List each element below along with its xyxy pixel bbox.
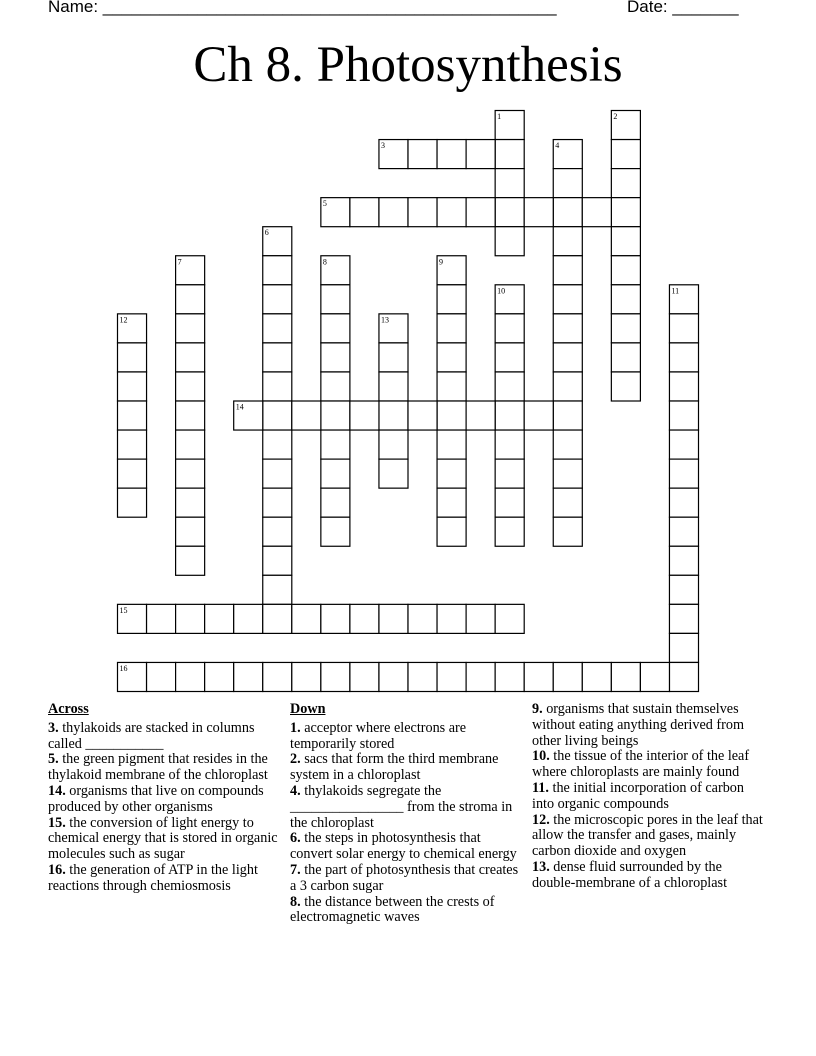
crossword-cell[interactable]: [495, 401, 524, 430]
crossword-cell[interactable]: [379, 343, 408, 372]
crossword-cell[interactable]: [321, 662, 350, 691]
crossword-cell[interactable]: [176, 343, 205, 372]
crossword-cell[interactable]: [669, 546, 698, 575]
cell-number: 14: [235, 402, 244, 412]
clue-item: [290, 721, 526, 753]
crossword-cell[interactable]: [321, 343, 350, 372]
crossword-cell[interactable]: [263, 604, 292, 633]
clue-text: the tissue of the interior of the leaf where chloroplasts are mainly found: [532, 748, 750, 781]
crossword-cell[interactable]: [495, 430, 524, 459]
clue-item: [290, 831, 526, 863]
crossword-cell[interactable]: [437, 430, 466, 459]
crossword-cell[interactable]: [524, 662, 553, 691]
crossword-cell[interactable]: [437, 459, 466, 488]
crossword-cell[interactable]: [437, 517, 466, 546]
crossword-cell[interactable]: [176, 546, 205, 575]
crossword-cell[interactable]: [437, 314, 466, 343]
cell-number: 6: [264, 228, 269, 238]
crossword-cell[interactable]: [669, 314, 698, 343]
clue-number: 5.: [48, 751, 59, 768]
crossword-cell[interactable]: [118, 401, 147, 430]
clue-text: the green pigment that resides in the thylakoid membrane of the chloroplast: [48, 751, 268, 784]
crossword-cell[interactable]: [321, 314, 350, 343]
clue-number: 14.: [48, 782, 66, 799]
crossword-cell[interactable]: [611, 227, 640, 256]
crossword-cell[interactable]: [176, 459, 205, 488]
clue-item: [290, 784, 526, 831]
crossword-cell[interactable]: [466, 140, 495, 169]
crossword-cell[interactable]: [553, 256, 582, 285]
crossword-cell[interactable]: [263, 488, 292, 517]
clue-text: the distance between the crests of electromagnetic waves: [290, 893, 495, 926]
crossword-cell[interactable]: [263, 459, 292, 488]
crossword-cell[interactable]: [234, 662, 263, 691]
page-title: Ch 8. Photosynthesis: [193, 37, 623, 93]
crossword-cell[interactable]: [263, 343, 292, 372]
clue-text: organisms that live on compounds produced by other organisms: [48, 782, 264, 815]
crossword-cell[interactable]: [321, 372, 350, 401]
crossword-cell[interactable]: [495, 459, 524, 488]
crossword-cell[interactable]: [379, 459, 408, 488]
crossword-cell[interactable]: [669, 662, 698, 691]
crossword-cell[interactable]: [292, 401, 321, 430]
clue-text: thylakoids are stacked in columns called ___________: [48, 719, 255, 752]
clue-number: 11.: [532, 779, 549, 796]
clue-number: 16.: [48, 861, 66, 878]
crossword-cell[interactable]: [437, 343, 466, 372]
crossword-cell[interactable]: [408, 401, 437, 430]
clue-text: the conversion of light energy to chemical energy that is stored in organic molecules such as sugar: [48, 814, 278, 863]
crossword-cell[interactable]: [611, 256, 640, 285]
crossword-cell[interactable]: [263, 662, 292, 691]
crossword-cell[interactable]: [669, 517, 698, 546]
down-clue-list: [290, 721, 526, 926]
clue-number: 7.: [290, 861, 301, 878]
crossword-cell[interactable]: [611, 314, 640, 343]
crossword-cell[interactable]: [292, 662, 321, 691]
clue-number: 3.: [48, 719, 59, 736]
crossword-cell[interactable]: [379, 372, 408, 401]
crossword-cell[interactable]: [350, 662, 379, 691]
crossword-cell[interactable]: [263, 285, 292, 314]
crossword-cell[interactable]: [495, 604, 524, 633]
crossword-cell[interactable]: [611, 343, 640, 372]
crossword-cell[interactable]: [524, 401, 553, 430]
crossword-cell[interactable]: [611, 285, 640, 314]
crossword-cell[interactable]: [553, 401, 582, 430]
crossword-cell[interactable]: [263, 517, 292, 546]
crossword-cell[interactable]: [582, 662, 611, 691]
clue-text: the part of photosynthesis that creates a 3 carbon sugar: [290, 861, 519, 894]
crossword-cell[interactable]: [553, 430, 582, 459]
crossword-cell[interactable]: [263, 314, 292, 343]
crossword-cell[interactable]: [669, 372, 698, 401]
crossword-cell[interactable]: [553, 488, 582, 517]
across-clues-column: [48, 702, 278, 895]
cell-number: 15: [119, 605, 128, 615]
crossword-cell[interactable]: [611, 372, 640, 401]
clue-item: [48, 816, 278, 863]
crossword-cell[interactable]: [379, 198, 408, 227]
crossword-cell[interactable]: [118, 430, 147, 459]
crossword-cell[interactable]: [553, 227, 582, 256]
clue-text: acceptor where electrons are temporarily stored: [290, 719, 467, 752]
crossword-cell[interactable]: [176, 314, 205, 343]
crossword-cell[interactable]: [176, 662, 205, 691]
crossword-cell[interactable]: [176, 430, 205, 459]
crossword-cell[interactable]: [321, 459, 350, 488]
crossword-cell[interactable]: [379, 430, 408, 459]
down-heading: Down: [290, 701, 326, 717]
crossword-cell[interactable]: [495, 372, 524, 401]
crossword-cell[interactable]: [234, 604, 263, 633]
crossword-cell[interactable]: [263, 430, 292, 459]
crossword-cell[interactable]: [118, 343, 147, 372]
cell-number: 10: [497, 286, 506, 296]
crossword-cell[interactable]: [582, 198, 611, 227]
crossword-cell[interactable]: [408, 604, 437, 633]
crossword-cell[interactable]: [466, 401, 495, 430]
crossword-cell[interactable]: [379, 401, 408, 430]
clue-item: [48, 721, 278, 753]
crossword-cell[interactable]: [553, 169, 582, 198]
crossword-cell[interactable]: [553, 198, 582, 227]
crossword-cell[interactable]: [205, 662, 234, 691]
crossword-cell[interactable]: [176, 401, 205, 430]
cell-number: 12: [119, 315, 128, 325]
crossword-cell[interactable]: [466, 198, 495, 227]
crossword-cell[interactable]: [669, 633, 698, 662]
crossword-cell[interactable]: [263, 372, 292, 401]
crossword-cell[interactable]: [205, 604, 234, 633]
clue-text: dense fluid surrounded by the double-membrane of a chloroplast: [532, 858, 728, 891]
crossword-cell[interactable]: [147, 662, 176, 691]
crossword-cell[interactable]: [263, 575, 292, 604]
crossword-cell[interactable]: [263, 546, 292, 575]
crossword-cell[interactable]: [495, 517, 524, 546]
cell-number: 1: [497, 112, 502, 121]
clue-item: [290, 752, 526, 784]
crossword-cell[interactable]: [408, 198, 437, 227]
crossword-cell[interactable]: [669, 604, 698, 633]
cell-number: 8: [322, 257, 327, 267]
crossword-cell[interactable]: [553, 517, 582, 546]
crossword-cell[interactable]: [350, 401, 379, 430]
crossword-cell[interactable]: [437, 285, 466, 314]
crossword-cell[interactable]: [611, 169, 640, 198]
clue-item: [532, 749, 768, 781]
cell-number: 2: [613, 112, 618, 121]
clue-text: the initial incorporation of carbon into organic compounds: [532, 779, 744, 812]
clue-item: [532, 781, 768, 813]
clue-item: [48, 784, 278, 816]
crossword-cell[interactable]: [437, 604, 466, 633]
crossword-cell[interactable]: [350, 198, 379, 227]
crossword-cell[interactable]: [553, 285, 582, 314]
crossword-cell[interactable]: [495, 488, 524, 517]
crossword-cell[interactable]: [553, 662, 582, 691]
crossword-cell[interactable]: [176, 372, 205, 401]
clue-text: organisms that sustain themselves without eating anything derived from other living beings: [532, 701, 744, 749]
clue-number: 9.: [532, 701, 543, 717]
crossword-cell[interactable]: [611, 198, 640, 227]
clue-item: [48, 752, 278, 784]
crossword-cell[interactable]: [437, 401, 466, 430]
crossword-cell[interactable]: [466, 662, 495, 691]
across-heading: Across: [48, 701, 89, 717]
crossword-cell[interactable]: [495, 662, 524, 691]
crossword-cell[interactable]: [611, 662, 640, 691]
crossword-cell[interactable]: [669, 430, 698, 459]
clue-item: [48, 863, 278, 895]
crossword-cell[interactable]: [350, 604, 379, 633]
cell-number: 4: [555, 141, 560, 151]
clue-text: the microscopic pores in the leaf that allow the transfer and gases, mainly carbon dioxide and oxygen: [532, 811, 763, 860]
crossword-cell[interactable]: [495, 140, 524, 169]
cell-number: 11: [671, 286, 680, 296]
crossword-cell[interactable]: [263, 401, 292, 430]
crossword-cell[interactable]: [321, 430, 350, 459]
clue-number: 4.: [290, 782, 301, 799]
clue-item: [290, 895, 526, 927]
crossword-cell[interactable]: [321, 517, 350, 546]
crossword-cell[interactable]: [176, 517, 205, 546]
crossword-cell[interactable]: [611, 140, 640, 169]
crossword-cell[interactable]: [466, 604, 495, 633]
clue-number: 15.: [48, 814, 66, 831]
crossword-cell[interactable]: [408, 140, 437, 169]
clue-item: [532, 813, 768, 860]
clue-number: 12.: [532, 811, 550, 828]
clue-item: [532, 860, 768, 892]
crossword-cell[interactable]: [669, 488, 698, 517]
crossword-cell[interactable]: [495, 343, 524, 372]
cell-number: 13: [380, 315, 389, 325]
down-clues-column: [290, 702, 526, 926]
crossword-cell[interactable]: [495, 227, 524, 256]
down-clues-column-continued: [532, 702, 768, 892]
clue-item: [290, 863, 526, 895]
crossword-cell[interactable]: [553, 314, 582, 343]
clue-number: 6.: [290, 830, 301, 847]
crossword-cell[interactable]: [292, 604, 321, 633]
cell-number: 9: [439, 257, 444, 267]
clue-number: 10.: [532, 748, 550, 765]
crossword-cell[interactable]: [437, 372, 466, 401]
cell-number: 16: [119, 663, 128, 673]
crossword-cell[interactable]: [408, 662, 437, 691]
crossword-cell[interactable]: [669, 401, 698, 430]
crossword-cell[interactable]: [379, 604, 408, 633]
crossword-cell[interactable]: [379, 662, 408, 691]
crossword-cell[interactable]: [437, 662, 466, 691]
crossword-cell[interactable]: [553, 459, 582, 488]
crossword-cell[interactable]: [118, 488, 147, 517]
cell-number: 5: [322, 199, 327, 209]
crossword-cell[interactable]: [437, 488, 466, 517]
crossword-cell[interactable]: [669, 343, 698, 372]
date-field-label: Date: _______: [627, 0, 739, 16]
across-clue-list: [48, 721, 278, 895]
clue-item: [532, 702, 768, 749]
crossword-cell[interactable]: [118, 372, 147, 401]
crossword-cell[interactable]: [321, 401, 350, 430]
crossword-cell[interactable]: [495, 169, 524, 198]
clue-text: thylakoids segregate the ________________ from the stroma in the chloroplast: [290, 782, 513, 831]
crossword-cell[interactable]: [553, 372, 582, 401]
clue-number: 2.: [290, 751, 301, 768]
crossword-cell[interactable]: [524, 198, 553, 227]
crossword-cell[interactable]: [553, 343, 582, 372]
clue-number: 1.: [290, 719, 301, 736]
crossword-cell[interactable]: [437, 198, 466, 227]
clue-text: the steps in photosynthesis that convert solar energy to chemical energy: [290, 830, 517, 863]
clue-text: sacs that form the third membrane system in a chloroplast: [290, 751, 499, 784]
crossword-cell[interactable]: [321, 604, 350, 633]
crossword-cell[interactable]: [176, 285, 205, 314]
cell-number: 7: [177, 257, 182, 267]
crossword-cell[interactable]: [495, 198, 524, 227]
crossword-cell[interactable]: [437, 140, 466, 169]
clue-number: 8.: [290, 893, 301, 910]
name-field-label: Name: ________________________________________________: [48, 0, 557, 16]
crossword-cell[interactable]: [176, 604, 205, 633]
clue-number: 13.: [532, 858, 550, 875]
crossword-cell[interactable]: [640, 662, 669, 691]
crossword-cell[interactable]: [321, 285, 350, 314]
crossword-cell[interactable]: [321, 488, 350, 517]
down-clue-list-continued: [532, 702, 768, 892]
crossword-cell[interactable]: [147, 604, 176, 633]
crossword-cell[interactable]: [495, 314, 524, 343]
clue-text: the generation of ATP in the light reactions through chemiosmosis: [48, 861, 258, 894]
cell-number: 3: [380, 141, 385, 151]
crossword-cell[interactable]: [669, 575, 698, 604]
crossword-cell[interactable]: [263, 256, 292, 285]
crossword-cell[interactable]: [118, 459, 147, 488]
crossword-cell[interactable]: [176, 488, 205, 517]
crossword-cell[interactable]: [669, 459, 698, 488]
